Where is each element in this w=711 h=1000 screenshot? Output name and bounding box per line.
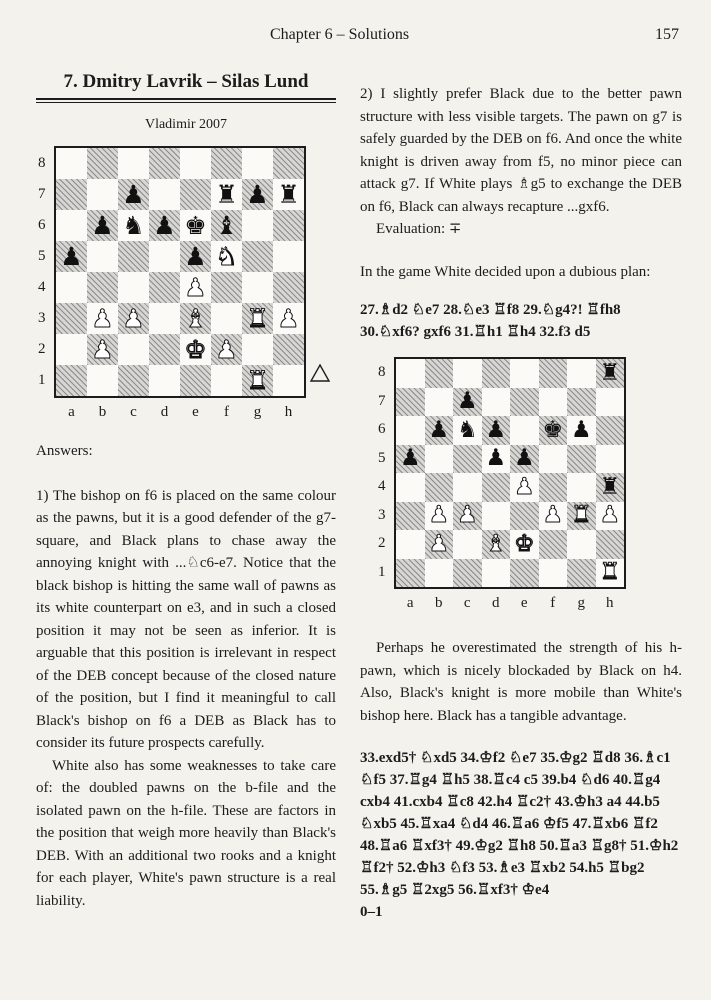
square-c6 [118, 210, 149, 241]
square-g5 [242, 241, 273, 272]
square-e2 [510, 530, 539, 559]
square-g3 [567, 502, 596, 531]
square-c8 [118, 148, 149, 179]
white-bishop-icon: ♝ [485, 530, 507, 557]
file-label-f: f [550, 595, 556, 611]
white-pawn-icon: ♟ [599, 502, 621, 529]
black-bishop-icon: ♝ [215, 211, 238, 240]
position-comment: Perhaps he overestimated the strength of his h-pawn, which is nicely blockaded by Black on h4. Also, Black's knight is more mobile than White's bishop here. Black has a tangible advantage. [360, 640, 682, 724]
square-a8 [396, 359, 425, 388]
square-a2 [396, 530, 425, 559]
black-king-icon: ♚ [542, 416, 564, 443]
square-d4 [149, 272, 180, 303]
file-label-e: e [520, 595, 528, 611]
rank-label-6: 6 [38, 216, 46, 233]
file-label-e: e [192, 404, 199, 420]
square-g6 [567, 416, 596, 445]
evaluation: Evaluation: ∓ [376, 221, 462, 237]
square-b4 [425, 473, 454, 502]
black-pawn-icon: ♟ [399, 445, 421, 472]
square-c7 [118, 179, 149, 210]
square-f1 [211, 365, 242, 396]
white-knight-icon: ♞ [215, 242, 238, 271]
square-b3 [425, 502, 454, 531]
black-pawn-icon: ♟ [485, 445, 507, 472]
square-e6 [510, 416, 539, 445]
square-h2 [596, 530, 625, 559]
move-list-1: 27.♗d2 ♘e7 28.♘e3 ♖f8 29.♘g4?! ♖fh8 30.♘xf6? gxf6 31.♖h1 ♖h4 32.f3 d5 [360, 302, 621, 340]
white-rook-icon: ♜ [599, 559, 621, 586]
white-king-icon: ♚ [184, 335, 207, 364]
black-knight-icon: ♞ [122, 211, 145, 240]
left-column [36, 70, 336, 912]
black-pawn-icon: ♟ [153, 211, 176, 240]
black-pawn-icon: ♟ [570, 416, 592, 443]
chess-diagram-1 [36, 146, 336, 436]
chessboard-2 [394, 357, 626, 589]
white-pawn-icon: ♟ [184, 273, 207, 302]
rank-label-1: 1 [378, 563, 386, 580]
square-h8 [273, 148, 304, 179]
square-e5 [510, 445, 539, 474]
square-b5 [87, 241, 118, 272]
square-g1 [567, 559, 596, 588]
black-pawn-icon: ♟ [246, 180, 269, 209]
black-rook-icon: ♜ [277, 180, 300, 209]
square-e7 [180, 179, 211, 210]
white-pawn-icon: ♟ [91, 304, 114, 333]
black-pawn-icon: ♟ [428, 416, 450, 443]
black-pawn-icon: ♟ [60, 242, 83, 271]
square-c6 [453, 416, 482, 445]
square-h6 [596, 416, 625, 445]
title-rule-thick [36, 98, 336, 100]
square-b2 [425, 530, 454, 559]
square-d7 [149, 179, 180, 210]
square-a1 [396, 559, 425, 588]
square-f8 [539, 359, 568, 388]
square-h3 [273, 303, 304, 334]
square-e3 [510, 502, 539, 531]
square-d8 [149, 148, 180, 179]
square-e3 [180, 303, 211, 334]
white-bishop-icon: ♝ [184, 304, 207, 333]
black-pawn-icon: ♟ [485, 416, 507, 443]
rank-label-7: 7 [378, 392, 386, 409]
rank-label-5: 5 [378, 449, 386, 466]
square-c4 [453, 473, 482, 502]
white-pawn-icon: ♟ [542, 502, 564, 529]
square-f2 [211, 334, 242, 365]
black-rook-icon: ♜ [215, 180, 238, 209]
square-a6 [396, 416, 425, 445]
square-h6 [273, 210, 304, 241]
rank-label-4: 4 [38, 278, 46, 295]
game-title: 7. Dmitry Lavrik – Silas Lund [63, 71, 309, 92]
square-f4 [539, 473, 568, 502]
black-pawn-icon: ♟ [91, 211, 114, 240]
file-label-c: c [130, 404, 137, 420]
square-g2 [567, 530, 596, 559]
square-f5 [539, 445, 568, 474]
answer-1: 1) The bishop on f6 is placed on the same colour as the pawns, but it is a good defender of the g7-square, and Black plans to chase away the annoying knight with ...♘c6-e7. Notice that the black bishop is hitting the same wall of pawns as its white counterpart on e3, and in such a closed position it may not be seen as inferior. It is arguable that this position is irrelevant in respect of the DEB concept because of the closed nature of the position, but I find it meaningful to call Black's bishop on f6 a DEB as Black has to consider its future prospects carefully. [36, 487, 336, 751]
square-f3 [211, 303, 242, 334]
black-knight-icon: ♞ [456, 416, 478, 443]
square-e4 [180, 272, 211, 303]
right-column [360, 83, 682, 923]
white-rook-icon: ♜ [246, 366, 269, 395]
square-a5 [56, 241, 87, 272]
square-h3 [596, 502, 625, 531]
square-e2 [180, 334, 211, 365]
rank-label-8: 8 [38, 154, 46, 171]
event-label: Vladimir 2007 [144, 117, 228, 132]
square-h7 [596, 388, 625, 417]
square-d3 [482, 502, 511, 531]
file-label-h: h [284, 404, 293, 420]
black-rook-icon: ♜ [599, 473, 621, 500]
game-result: 0–1 [360, 904, 383, 920]
black-pawn-icon: ♟ [513, 445, 535, 472]
file-label-b: b [98, 404, 107, 420]
square-c1 [453, 559, 482, 588]
square-h4 [273, 272, 304, 303]
square-f7 [211, 179, 242, 210]
black-rook-icon: ♜ [599, 359, 621, 386]
file-label-d: d [160, 404, 169, 420]
rank-label-8: 8 [378, 364, 386, 381]
square-b1 [87, 365, 118, 396]
square-c5 [118, 241, 149, 272]
file-label-a: a [68, 404, 75, 420]
square-a7 [396, 388, 425, 417]
square-c1 [118, 365, 149, 396]
square-d1 [149, 365, 180, 396]
page-number: 157 [655, 26, 679, 43]
square-a2 [56, 334, 87, 365]
square-d7 [482, 388, 511, 417]
rank-label-2: 2 [378, 535, 386, 552]
square-c2 [453, 530, 482, 559]
square-d2 [482, 530, 511, 559]
file-label-f: f [224, 404, 229, 420]
square-e4 [510, 473, 539, 502]
rank-label-6: 6 [378, 421, 386, 438]
black-pawn-icon: ♟ [456, 388, 478, 415]
white-pawn-icon: ♟ [215, 335, 238, 364]
square-h2 [273, 334, 304, 365]
square-a6 [56, 210, 87, 241]
black-pawn-icon: ♟ [184, 242, 207, 271]
rank-label-7: 7 [38, 185, 46, 202]
square-g5 [567, 445, 596, 474]
square-c5 [453, 445, 482, 474]
rank-label-1: 1 [38, 371, 46, 388]
rank-label-3: 3 [38, 309, 46, 326]
square-h1 [273, 365, 304, 396]
square-e1 [510, 559, 539, 588]
page-header [0, 26, 711, 50]
white-pawn-icon: ♟ [428, 502, 450, 529]
square-f6 [211, 210, 242, 241]
square-d2 [149, 334, 180, 365]
file-label-h: h [606, 595, 614, 611]
file-label-b: b [435, 595, 443, 611]
square-c4 [118, 272, 149, 303]
white-pawn-icon: ♟ [456, 502, 478, 529]
square-a5 [396, 445, 425, 474]
square-c2 [118, 334, 149, 365]
square-g7 [242, 179, 273, 210]
square-a4 [56, 272, 87, 303]
square-b1 [425, 559, 454, 588]
square-d8 [482, 359, 511, 388]
square-d5 [149, 241, 180, 272]
square-f7 [539, 388, 568, 417]
square-b6 [425, 416, 454, 445]
square-d6 [149, 210, 180, 241]
square-f4 [211, 272, 242, 303]
square-h5 [273, 241, 304, 272]
game-intro: In the game White decided upon a dubious plan: [360, 263, 651, 280]
square-a4 [396, 473, 425, 502]
rank-label-4: 4 [378, 478, 386, 495]
chapter-title: Chapter 6 – Solutions [270, 26, 410, 43]
square-a8 [56, 148, 87, 179]
square-c8 [453, 359, 482, 388]
answer-2: 2) I slightly prefer Black due to the better pawn structure with less visible targets. The pawn on g7 is safely guarded by the DEB on f6. And once the white knight is driven away from f5, no minor piece can attack g7. If White plays ♗g5 to exchange the DEB on f6, Black can always recapture ...gxf6. [360, 86, 682, 215]
square-h5 [596, 445, 625, 474]
move-list-2: 33.exd5† ♘xd5 34.♔f2 ♘e7 35.♔g2 ♖d8 36.♗c1 ♘f5 37.♖g4 ♖h5 38.♖c4 c5 39.b4 ♘d6 40.♖g4 cxb4 41.cxb4 ♖c8 42.h4 ♖c2† 43.♔h3 a4 44.b5 ♘xb5 45.♖xa4 ♘d4 46.♖a6 ♔f5 47.♖xb6 ♖f2 48.♖a6 ♖xf3† 49.♔g2 ♖h8 50.♖a3 ♖g8† 51.♔h2 ♖f2† 52.♔h3 ♘f3 53.♗e3 ♖xb2 54.h5 ♖bg2 55.♗g5 ♖2xg5 56.♖xf3† ♔e4 [360, 750, 679, 898]
square-c3 [118, 303, 149, 334]
square-h1 [596, 559, 625, 588]
white-pawn-icon: ♟ [91, 335, 114, 364]
square-g8 [567, 359, 596, 388]
file-label-g: g [253, 404, 262, 420]
square-a1 [56, 365, 87, 396]
square-g8 [242, 148, 273, 179]
square-c3 [453, 502, 482, 531]
black-pawn-icon: ♟ [122, 180, 145, 209]
answer-1-continued: White also has some weaknesses to take care of: the doubled pawns on the b-file and the isolated pawn on the h-file. These are factors in the position that weigh more heavily than Black's DEB. With an additional two rooks and a knight for each player, White's pawn structure is a real liability. [36, 757, 336, 909]
white-king-icon: ♚ [513, 530, 535, 557]
white-pawn-icon: ♟ [428, 530, 450, 557]
square-e6 [180, 210, 211, 241]
square-f3 [539, 502, 568, 531]
square-g3 [242, 303, 273, 334]
square-b6 [87, 210, 118, 241]
square-b8 [425, 359, 454, 388]
rank-label-2: 2 [38, 340, 46, 357]
square-g2 [242, 334, 273, 365]
square-g1 [242, 365, 273, 396]
white-rook-icon: ♜ [570, 502, 592, 529]
square-b2 [87, 334, 118, 365]
square-g4 [242, 272, 273, 303]
square-a3 [396, 502, 425, 531]
square-f5 [211, 241, 242, 272]
square-h4 [596, 473, 625, 502]
rank-label-3: 3 [378, 506, 386, 523]
white-pawn-icon: ♟ [513, 473, 535, 500]
square-e5 [180, 241, 211, 272]
square-d5 [482, 445, 511, 474]
square-b5 [425, 445, 454, 474]
square-h8 [596, 359, 625, 388]
square-a7 [56, 179, 87, 210]
white-pawn-icon: ♟ [122, 304, 145, 333]
file-label-d: d [492, 595, 500, 611]
square-f6 [539, 416, 568, 445]
square-a3 [56, 303, 87, 334]
square-d1 [482, 559, 511, 588]
square-d6 [482, 416, 511, 445]
square-b4 [87, 272, 118, 303]
square-f2 [539, 530, 568, 559]
square-d3 [149, 303, 180, 334]
black-king-icon: ♚ [184, 211, 207, 240]
file-label-a: a [406, 595, 414, 611]
square-b7 [87, 179, 118, 210]
file-label-g: g [577, 595, 585, 611]
square-f8 [211, 148, 242, 179]
chess-diagram-2 [360, 357, 660, 625]
square-b7 [425, 388, 454, 417]
square-g6 [242, 210, 273, 241]
square-g4 [567, 473, 596, 502]
square-b3 [87, 303, 118, 334]
chessboard-1 [54, 146, 306, 398]
square-e8 [510, 359, 539, 388]
square-g7 [567, 388, 596, 417]
square-e8 [180, 148, 211, 179]
square-h7 [273, 179, 304, 210]
white-rook-icon: ♜ [246, 304, 269, 333]
white-pawn-icon: ♟ [277, 304, 300, 333]
answers-label: Answers: [36, 443, 93, 459]
rank-label-5: 5 [38, 247, 46, 264]
square-e1 [180, 365, 211, 396]
square-c7 [453, 388, 482, 417]
square-f1 [539, 559, 568, 588]
square-e7 [510, 388, 539, 417]
square-d4 [482, 473, 511, 502]
white-to-move-icon [309, 363, 331, 383]
file-label-c: c [463, 595, 471, 611]
title-rule-thin [36, 102, 336, 103]
square-b8 [87, 148, 118, 179]
